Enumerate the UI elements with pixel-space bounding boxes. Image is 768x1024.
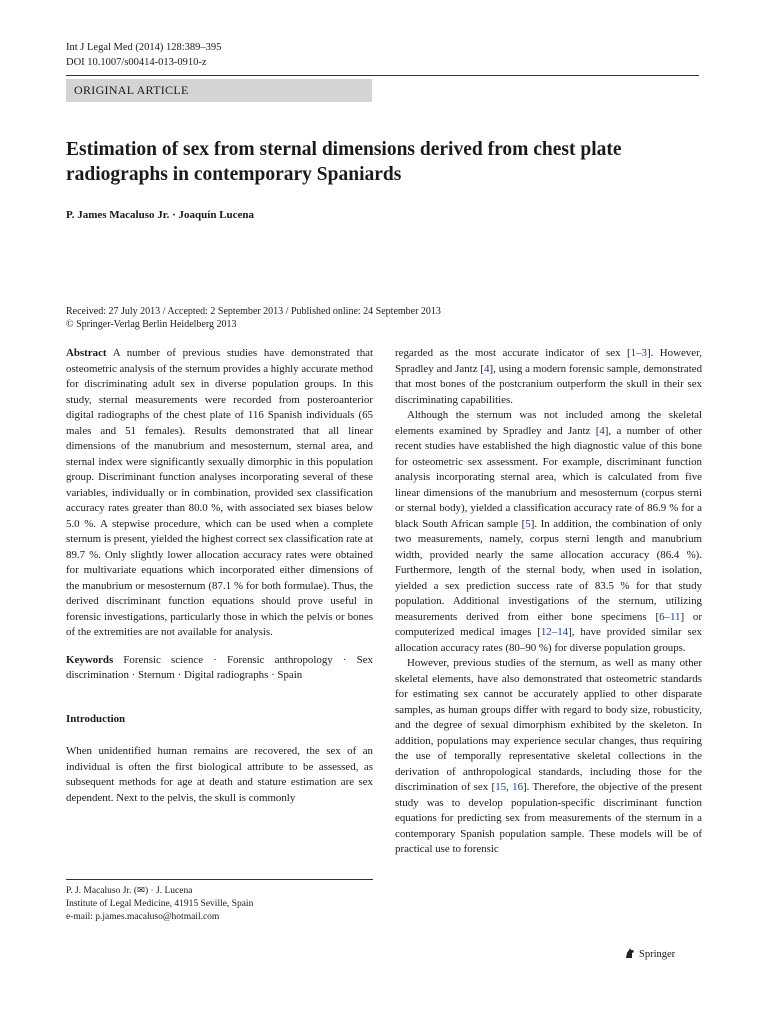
citation-link[interactable]: 12–14 bbox=[540, 626, 569, 638]
paragraph-1 bbox=[395, 346, 702, 408]
affiliation-institute: Institute of Legal Medicine, 41915 Seville, Spain bbox=[66, 899, 254, 909]
article-type-banner: ORIGINAL ARTICLE bbox=[66, 79, 372, 102]
citation-link[interactable]: 16 bbox=[512, 781, 524, 793]
text-run: Although the sternum was not included among the skeletal elements examined by Spradley and Jantz [ bbox=[395, 409, 702, 437]
text-run: ], using a modern forensic sample, demonstrated that most bones of the postcranium outperform the skull in their sex discriminating capabilities. bbox=[395, 362, 703, 406]
copyright-line: © Springer-Verlag Berlin Heidelberg 2013 bbox=[66, 319, 237, 330]
citation-link[interactable]: 1–3 bbox=[630, 347, 647, 359]
history-dates: Received: 27 July 2013 / Accepted: 2 September 2013 / Published online: 24 September 2013 bbox=[66, 306, 441, 317]
introduction-heading: Introduction bbox=[66, 712, 126, 725]
springer-horse-icon bbox=[624, 947, 636, 962]
article-title: Estimation of sex from sternal dimensions derived from chest plate radiographs in contemporary Spaniards bbox=[66, 139, 622, 185]
text-run: regarded as the most accurate indicator of sex [ bbox=[395, 347, 631, 359]
abstract-label: Abstract bbox=[66, 347, 107, 359]
journal-citation: Int J Legal Med (2014) 128:389–395 bbox=[66, 42, 222, 53]
text-run: ]. In addition, the combination of only two measurements, namely, corpus sterni length and manubrium width, provided nearly the same allocation accuracy (86.4 %). Furthermore, length of the sternal body, when used in isolation, yielded a sex prediction success rate of 83.5 % for that study population. Additional investigations of the sternum, utilizing measurements derived from either bone specimens [ bbox=[395, 517, 702, 623]
author-affiliation bbox=[66, 879, 373, 924]
text-run: ]. However, Spradley and Jantz [ bbox=[395, 347, 702, 375]
abstract-text: A number of previous studies have demonstrated that osteometric analysis of the sternum provides a highly accurate method for discriminating adult sex in diverse population groups. In this study, sternal measurements were recorded from posteroanterior digital radiographs of the chest plate of 116 Spanish individuals (65 males and 51 females). Results demonstrated that all linear dimensions of the manubrium and mesosternum, sternal area, and sternal index were significantly sexually dimorphic in this population group. Discriminant function analyses incorporating several of these variables, individually or in combination, provided sex classification accuracy rates greater than 80.0 %, with associated sex biases below 5.0 %. A stepwise procedure, which can be used when a complete sternum is present, yielded the highest correct sex classification rate at 89.7 %. Only slightly lower allocation accuracy rates were obtained for multivariate equations which incorporated either dimensions of the manubrium or mesosternum (87.1 % for both formulae). Thus, the derived discriminant function equations should prove useful in forensic investigations, particularly those in which the pelvis or bones of the extremities are not available for analysis. bbox=[66, 347, 373, 638]
keywords bbox=[66, 653, 373, 684]
introduction-text: When unidentified human remains are recovered, the sex of an individual is often the first biological attribute to be assessed, as subsequent methods for age at death and stature estimation are sex dependent. Next to the pelvis, the skull is commonly bbox=[66, 745, 373, 804]
header-rule bbox=[66, 75, 699, 76]
citation-link[interactable]: 6–11 bbox=[659, 610, 681, 623]
citation-link[interactable]: 4 bbox=[484, 362, 490, 375]
right-column bbox=[395, 346, 702, 858]
citation-link[interactable]: 15 bbox=[495, 781, 507, 793]
citation-link[interactable]: 5 bbox=[525, 517, 531, 530]
keywords-text: Forensic science · Forensic anthropology · Sex discrimination · Sternum · Digital radiographs · Spain bbox=[66, 653, 373, 681]
citation-link[interactable]: 4 bbox=[599, 424, 605, 437]
doi-link[interactable]: DOI 10.1007/s00414-013-0910-z bbox=[66, 57, 207, 68]
affiliation-authors: P. J. Macaluso Jr. (✉) · J. Lucena bbox=[66, 886, 193, 896]
paragraph-2 bbox=[395, 408, 702, 656]
text-run: However, previous studies of the sternum, as well as many other skeletal elements, have also demonstrated that osteometric standards for estimating sex cannot be accurately applied to other disparate samples, as human groups differ with regard to body size, robusticity, and the degree of sexual dimorphism exhibited by the skeleton. In addition, populations may experience secular changes, thus requiring the use of temporally representative skeletal collections in the derivation of anthropological standards, including those for the discrimination of sex [ bbox=[395, 657, 702, 793]
text-run: ] or computerized medical images [ bbox=[395, 610, 702, 638]
journal-header bbox=[66, 40, 221, 70]
text-run: , bbox=[506, 781, 513, 793]
affiliation-email[interactable]: e-mail: p.james.macaluso@hotmail.com bbox=[66, 912, 220, 922]
paragraph-3 bbox=[395, 656, 702, 858]
author-list: P. James Macaluso Jr. · Joaquín Lucena bbox=[66, 209, 255, 221]
publisher-mark bbox=[624, 947, 675, 962]
text-run: ], a number of other recent studies have established the high diagnostic value of this bone for osteometric sex assessment. For example, discriminant function analysis incorporating sternal area, which is calculated from five linear dimensions of the manubrium and mesosternum (corpus sterni or sternal body), yielded a classification accuracy rate of 86.9 % for a black South African sample [ bbox=[395, 424, 702, 530]
keywords-label: Keywords bbox=[66, 653, 114, 666]
publisher-name: Springer bbox=[639, 949, 676, 960]
text-run: ], have provided similar sex allocation accuracy rates (80–90 %) for diverse population groups. bbox=[395, 626, 702, 654]
text-run: ]. Therefore, the objective of the present study was to develop population-specific discriminant function equations for predicting sex from measurements of the sternum in a contemporary Spanish population sample. These models will be of practical use to forensic bbox=[395, 781, 702, 855]
publication-dates bbox=[66, 305, 441, 331]
abstract bbox=[66, 346, 373, 641]
left-column bbox=[66, 346, 373, 806]
